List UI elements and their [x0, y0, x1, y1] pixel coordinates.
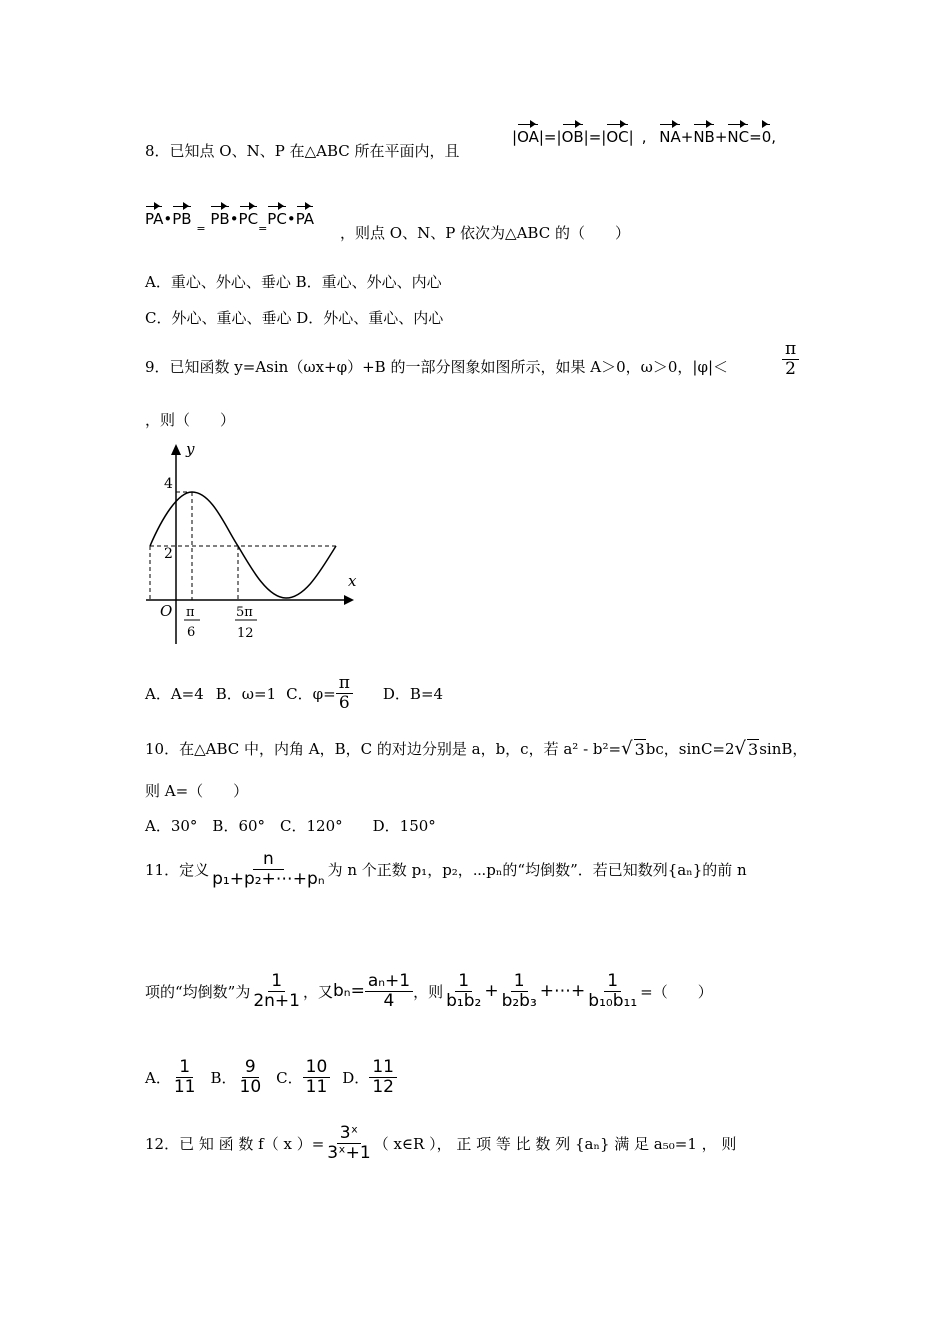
- q10-stem-pre: 10．在△ABC 中，内角 A，B，C 的对边分别是 a，b，c，若 a² - b²=: [145, 740, 622, 758]
- q10-stem-line2: 则 A=（ ）: [145, 782, 249, 800]
- vector-nc: NC: [727, 128, 750, 146]
- q11-mean-fraction: $\frac{1}{2n+1}$: [253, 971, 300, 1011]
- q11-option-b-prefix: B．: [210, 1068, 237, 1087]
- q12-stem-pre: 12．已 知 函 数 f（ x ）=: [145, 1134, 325, 1153]
- q9-option-d: D．B=4: [382, 684, 444, 703]
- q9-option-c-prefix: C．φ=: [286, 684, 336, 703]
- vector-na: NA: [659, 128, 681, 146]
- x-axis-arrow-icon: [344, 595, 354, 605]
- vector-oc: OC: [606, 128, 629, 146]
- q10-sqrt2: 3: [748, 739, 759, 759]
- q11-sum-term3: $\frac{1}{\text{b₁₀b₁₁}}$: [588, 971, 638, 1011]
- q11-option-b-fraction: $\frac{9}{10}$: [239, 1057, 262, 1097]
- vector-ob: OB: [561, 128, 584, 146]
- q11-option-d-prefix: D．: [342, 1068, 370, 1087]
- q11-bn-fraction: $\frac{\text{aₙ+1}}{4}$: [365, 972, 413, 1010]
- q11-definition-fraction: $\frac{n}{\text{p₁+p₂+⋯+pₙ}}$: [212, 849, 325, 889]
- y-axis-label: y: [186, 440, 195, 458]
- q11-option-c-fraction: $\frac{10}{11}$: [303, 1058, 331, 1096]
- q10-stem-mid: bc，sinC=2: [645, 740, 735, 758]
- vector-pa-1: PA: [145, 210, 164, 228]
- vector-nb: NB: [693, 128, 715, 146]
- vector-pb-1: PB: [172, 210, 192, 228]
- vector-zero: 0: [761, 128, 772, 146]
- vector-pa-2: PA: [295, 210, 315, 228]
- q11-def-tail: 为 n 个正数 p₁，p₂，⋯pₙ的“均倒数”．若已知数列{aₙ}的前 n: [327, 860, 747, 879]
- y-tick-2: 2: [164, 546, 173, 562]
- q10-stem-line1: [145, 738, 807, 759]
- vector-pc-2: PC: [267, 210, 287, 228]
- q10-sqrt1: 3: [634, 739, 645, 759]
- y-tick-4: 4: [164, 476, 173, 492]
- q8-stem-b: ，则点 O、N、P 依次为△ABC 的（ ）: [340, 224, 630, 242]
- q9-stem-fraction: $\frac{\pi}{2}$: [782, 340, 799, 378]
- q8-stem-a: 8．已知点 O、N、P 在△ABC 所在平面内，且: [145, 142, 460, 160]
- q8-options-line2: C．外心、重心、垂心 D．外心、重心、内心: [145, 309, 444, 327]
- vector-pb-2: PB: [210, 210, 230, 228]
- q12-stem: [145, 1124, 736, 1162]
- q11-option-d-fraction: $\frac{11}{12}$: [369, 1058, 397, 1096]
- q12-stem-post: （ x∈R ）， 正 项 等 比 数 列 {aₙ} 满 足 a₅₀=1 ， 则: [373, 1134, 737, 1153]
- q8-condition-equal-distances: |OA|=|OB|=|OC| , NA+NB+NC=0,: [512, 128, 777, 146]
- q11-line1: [145, 850, 747, 888]
- q9-stem-tail: ，则（ ）: [145, 411, 236, 429]
- q11-label: 11．定义: [145, 860, 210, 879]
- q11-option-a-fraction: $\frac{1}{11}$: [173, 1057, 196, 1097]
- vector-pc-1: PC: [238, 210, 259, 228]
- q11-line2-b: ，又: [303, 982, 334, 1001]
- q9-option-a: A．A=4: [145, 684, 204, 703]
- x-axis-label: x: [348, 572, 357, 590]
- q9-option-c-fraction: $\frac{\pi}{6}$: [336, 674, 353, 712]
- q11-sum-term1: $\frac{1}{\text{b₁b₂}}$: [446, 971, 482, 1011]
- q9-function-graph: [140, 436, 360, 648]
- q11-option-c-prefix: C．: [276, 1068, 303, 1087]
- q11-line2-c: ，则: [413, 982, 444, 1001]
- y-axis-arrow-icon: [171, 444, 181, 455]
- q12-function-fraction: $\frac{\text{3ˣ}}{\text{3ˣ+1}}$: [327, 1123, 371, 1163]
- q8-stem-line1: [145, 140, 460, 161]
- q11-line2-d: =（ ）: [640, 982, 713, 1001]
- x-tick2-den: 12: [237, 626, 254, 641]
- q11-options: [145, 1058, 397, 1096]
- q8-condition-dot-products: PA•PB $_=$ $PB•PC_=PC•PA$: [145, 210, 315, 235]
- q10-options: A．30° B．60° C．120° D．150°: [145, 817, 436, 835]
- q9-option-b: B．ω=1: [215, 684, 277, 703]
- q10-stem-end: sinB，: [759, 740, 808, 758]
- vector-oa: OA: [517, 128, 539, 146]
- q9-stem: 9．已知函数 y=Asin（ωx+φ）+B 的一部分图象如图所示，如果 A＞0，ω＞0，|φ|＜: [145, 358, 728, 376]
- x-tick2-num: 5π: [236, 605, 253, 620]
- sine-curve: [150, 492, 336, 598]
- q11-line2-a: 项的“均倒数”为: [145, 982, 251, 1001]
- sqrt-icon: √: [734, 738, 747, 759]
- q8-options-line1: A．重心、外心、垂心 B．重心、外心、内心: [145, 273, 442, 291]
- q11-sum-term2: $\frac{1}{\text{b₂b₃}}$: [501, 971, 537, 1011]
- origin-label: O: [160, 602, 173, 620]
- q11-dots: +⋯+: [539, 981, 586, 1002]
- q11-option-a-prefix: A．: [145, 1068, 171, 1087]
- q11-bn-lhs: bₙ=: [333, 981, 365, 1002]
- plus-sign: +: [484, 981, 499, 1002]
- x-tick1-num: π: [186, 605, 195, 620]
- sqrt-icon: √: [621, 738, 633, 759]
- q11-line2: [145, 972, 713, 1010]
- x-tick1-den: 6: [187, 625, 196, 640]
- q9-options: [145, 674, 443, 712]
